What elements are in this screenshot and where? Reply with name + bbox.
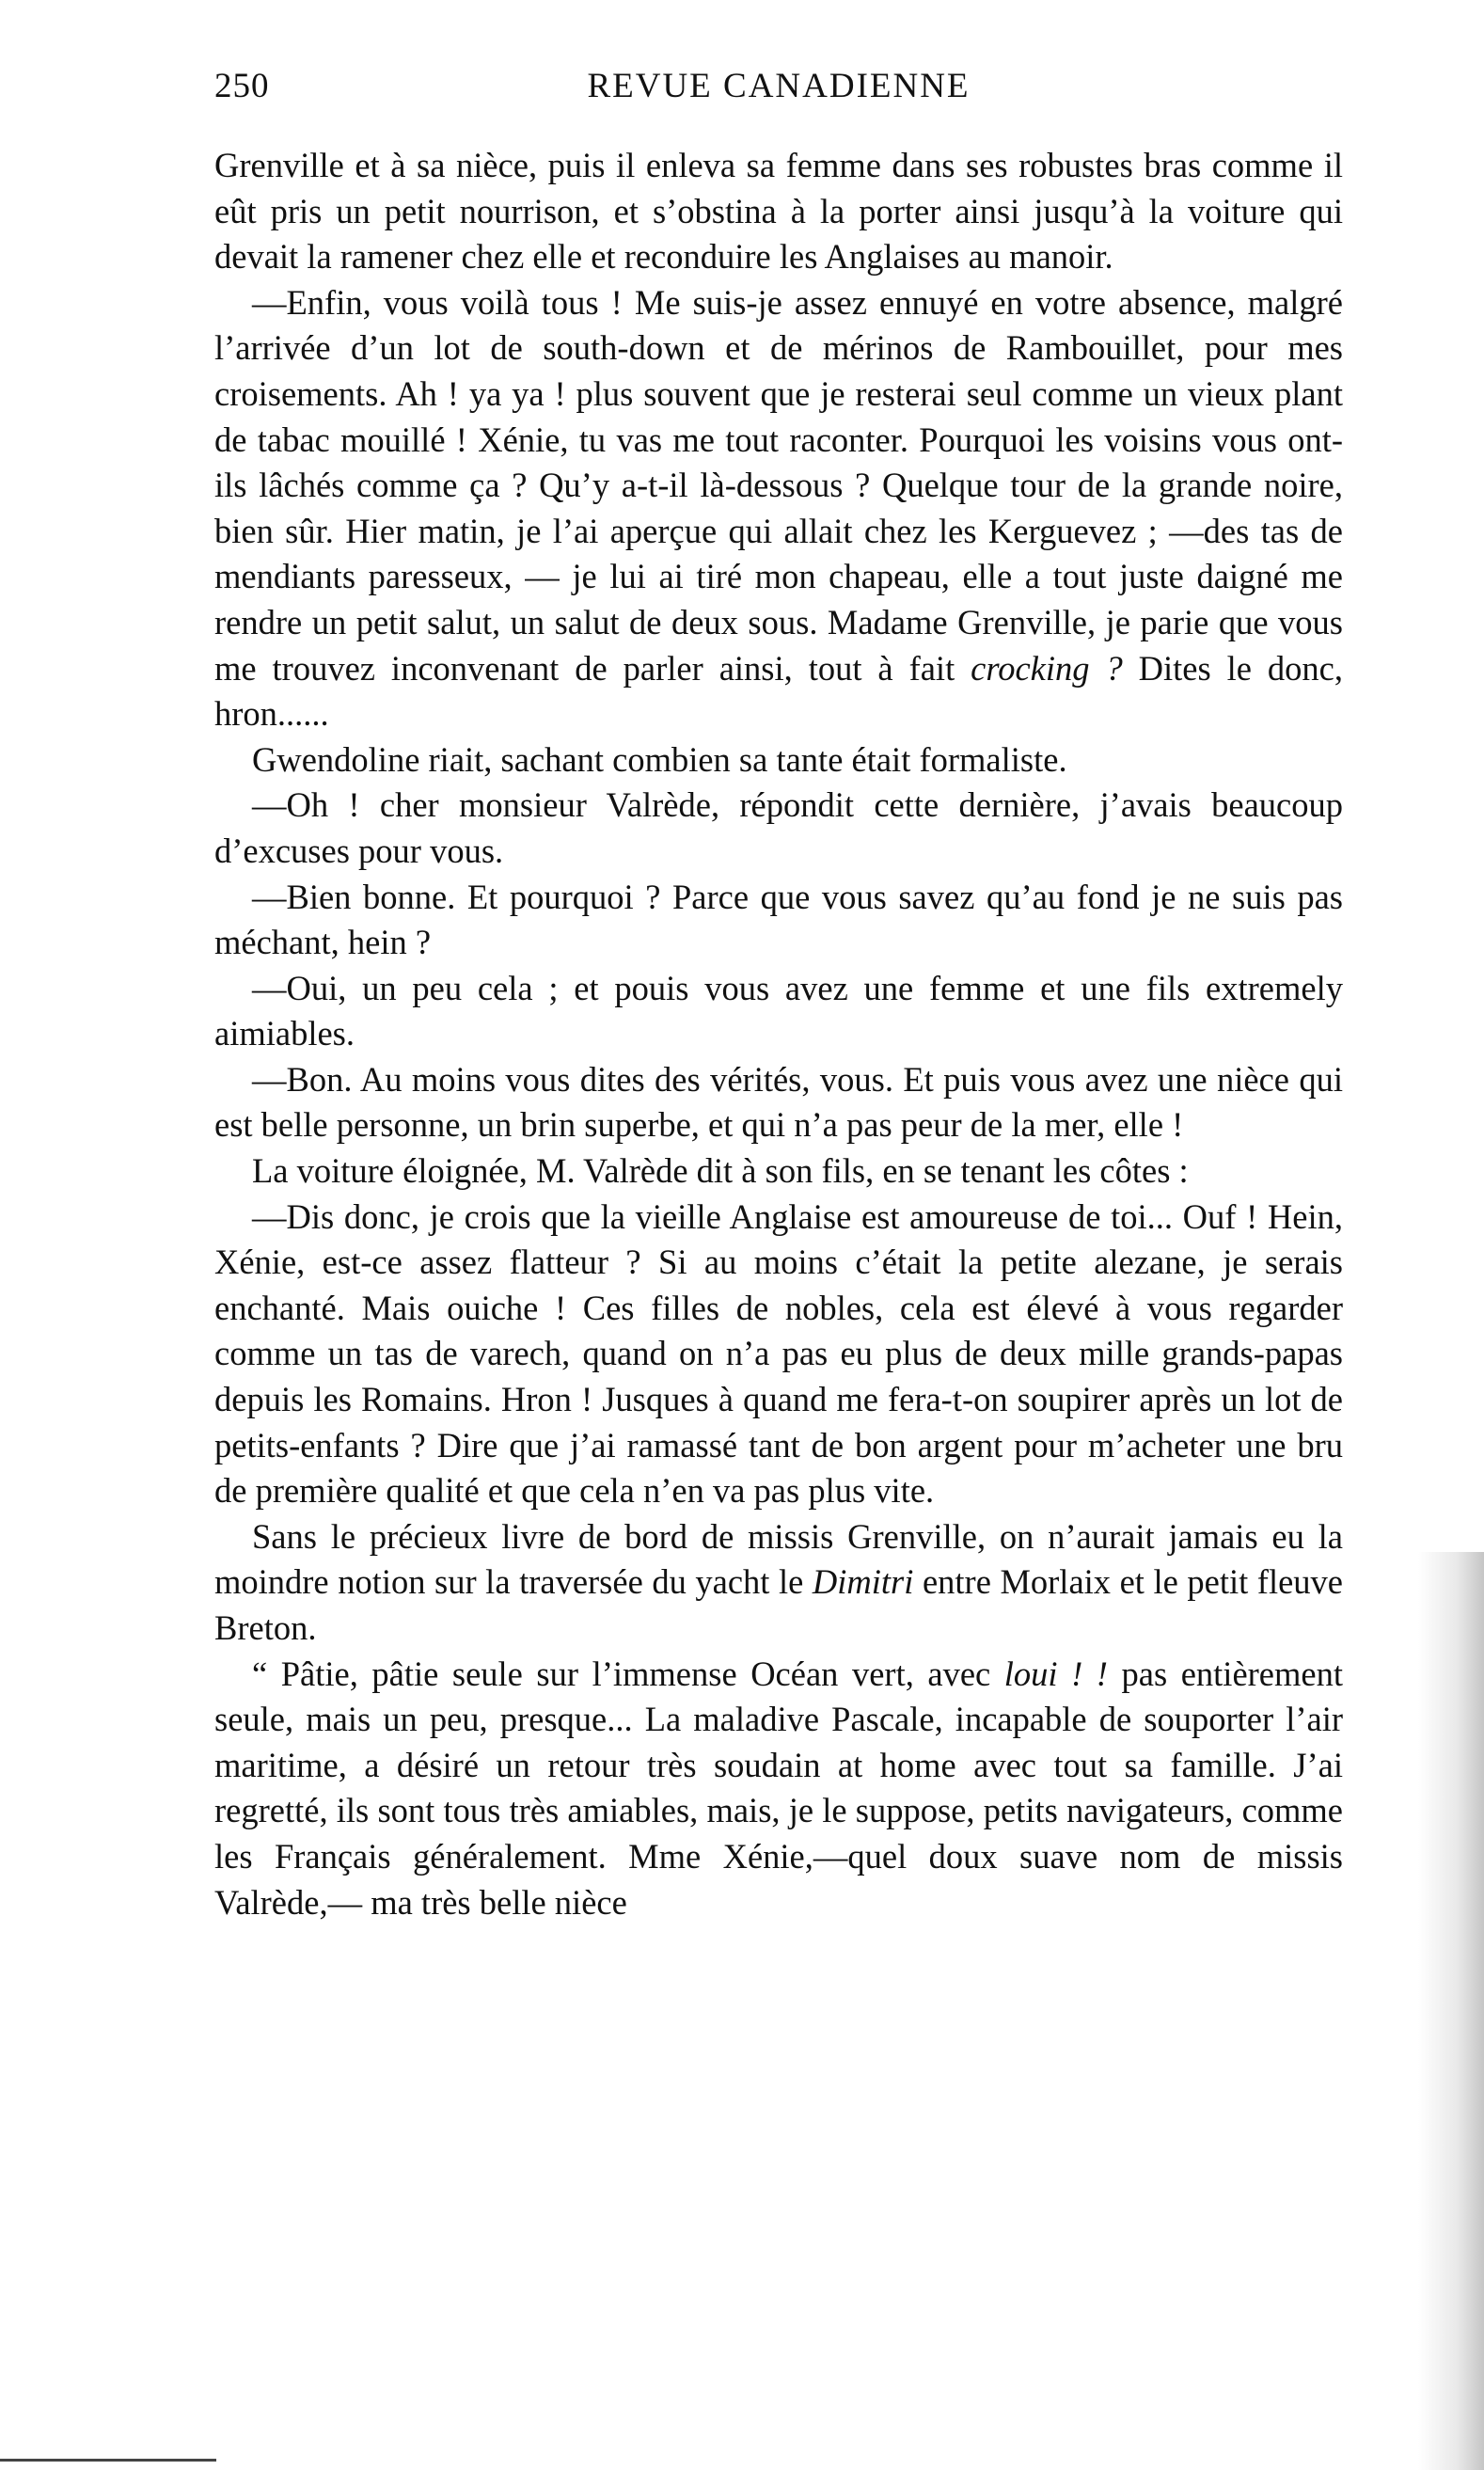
paragraph [214, 783, 1343, 874]
italic-text-run: Dimitri [812, 1562, 914, 1602]
paragraph [214, 143, 1343, 280]
text-run: Grenville et à sa nièce, puis il enleva sa femme dans ses robustes bras comme il eût pris un petit nourrison, et s’obstina à la porter ainsi jusqu’à la voiture qui devait la ramener chez elle et reconduire les Anglaises au manoir. [214, 146, 1343, 277]
paragraph [214, 966, 1343, 1057]
paragraph [214, 1057, 1343, 1148]
text-run: Dites le donc, hron...... [214, 648, 1343, 734]
page [214, 66, 1343, 1925]
page-number: 250 [214, 67, 270, 105]
paragraph [214, 280, 1343, 737]
text-run: Gwendoline riait, sachant combien sa tante était formaliste. [252, 739, 1067, 779]
page-edge-shadow [1418, 1552, 1484, 2470]
text-run: —Oh ! cher monsieur Valrède, répondit cette dernière, j’avais beaucoup d’excuses pour vous. [214, 785, 1343, 870]
journal-title: REVUE CANADIENNE [587, 67, 971, 105]
paragraph [214, 1148, 1343, 1195]
paragraph [214, 1652, 1343, 1926]
text-run: —Bien bonne. Et pourquoi ? Parce que vous savez qu’au fond je ne suis pas méchant, hein ? [214, 877, 1343, 962]
text-run: Sans le précieux livre de bord de missis Grenville, on n’aurait jamais eu la moindre notion sur la traversée du yacht le [214, 1516, 1343, 1602]
paragraph [214, 1514, 1343, 1652]
italic-text-run: loui ! ! [1003, 1654, 1108, 1693]
text-run: La voiture éloignée, M. Valrède dit à son fils, en se tenant les côtes : [252, 1151, 1189, 1191]
body-text [214, 143, 1343, 1925]
text-run: —Dis donc, je crois que la vieille Anglaise est amoureuse de toi... Ouf ! Hein, Xénie, est-ce assez flatteur ? Si au moins c’était la petite alezane, je serais enchanté. Mais ouiche ! Ces filles de nobles, cela est élevé à vous regarder comme un tas de varech, quand on n’a pas eu plus de deux mille grands-papas depuis les Romains. Hron ! Jusques à quand me fera-t-on soupirer après un lot de petits-enfants ? Dire que j’ai ramassé tant de bon argent pour m’acheter une bru de première qualité et que cela n’en va pas plus vite. [214, 1196, 1343, 1511]
paragraph [214, 737, 1343, 784]
bottom-rule [0, 2459, 216, 2462]
running-head [214, 66, 1343, 122]
text-run: —Oui, un peu cela ; et pouis vous avez une femme et une fils extremely aimiables. [214, 968, 1343, 1053]
text-run: —Enfin, vous voilà tous ! Me suis-je assez ennuyé en votre absence, malgré l’arrivée d’un lot de south-down et de mérinos de Rambouillet, pour mes croisements. Ah ! ya ya ! plus souvent que je resterai seul comme un vieux plant de tabac mouillé ! Xénie, tu vas me tout raconter. Pourquoi les voisins vous ont-ils lâchés comme ça ? Qu’y a-t-il là-dessous ? Quelque tour de la grande noire, bien sûr. Hier matin, je l’ai aperçue qui allait chez les Kerguevez ; —des tas de mendiants paresseux, — je lui ai tiré mon chapeau, elle a tout juste daigné me rendre un petit salut, un salut de deux sous. Madame Grenville, je parie que vous me trouvez inconvenant de parler ainsi, tout à fait [214, 282, 1343, 688]
paragraph [214, 875, 1343, 966]
text-run: pas entièrement seule, mais un peu, presque... La maladive Pascale, incapable de souporter l’air maritime, a désiré un retour très soudain at home avec tout sa famille. J’ai regretté, ils sont tous très amiables, mais, je le suppose, petits navigateurs, comme les Français généralement. Mme Xénie,—quel doux suave nom de missis Valrède,— ma très belle nièce [214, 1654, 1343, 1922]
text-run: —Bon. Au moins vous dites des vérités, vous. Et puis vous avez une nièce qui est belle personne, un brin superbe, et qui n’a pas peur de la mer, elle ! [214, 1059, 1343, 1145]
italic-text-run: crocking ? [971, 648, 1123, 688]
text-run: “ Pâtie, pâtie seule sur l’immense Océan vert, avec [252, 1654, 1004, 1693]
paragraph [214, 1195, 1343, 1514]
text-run: entre Morlaix et le petit fleuve Breton. [214, 1562, 1343, 1647]
